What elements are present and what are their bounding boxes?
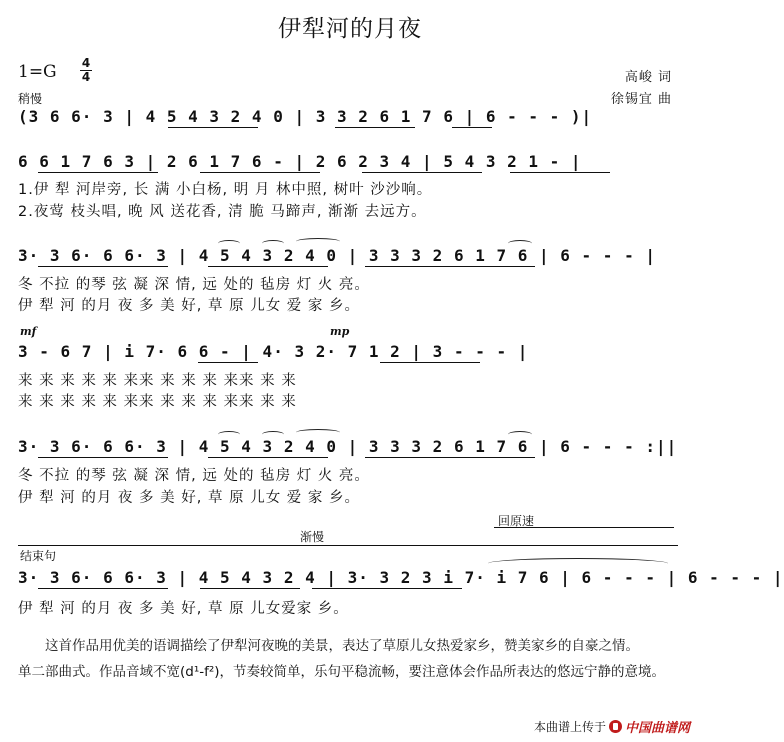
dynamic-mf: mf (20, 325, 37, 338)
site-name[interactable]: 中国曲谱网 (624, 721, 690, 736)
score-line-intro: (3 6 6· 3 | 4 5 4 3 2 4 0 | 3 3 2 6 1 7 6 | 6 - - - )| (18, 107, 593, 126)
lyric-ending: 伊 犁 河 的月 夜 多 美 好, 草 原 儿女爱家 乡。 (18, 601, 349, 617)
score-line-1: 6 6 1 7 6 3 | 2 6 1 7 6 - | 2 6 2 3 4 | 5 4 3 2 1 - | (18, 152, 582, 171)
lyric-verse-2: 2.夜莺 枝头唱, 晚 风 送花香, 清 脆 马蹄声, 渐渐 去远方。 (18, 204, 427, 220)
score-line-4: 3· 3 6· 6 6· 3 | 4 5 4 3 2 4 0 | 3 3 3 2 6 1 7 6 | 6 - - - :|| (18, 437, 678, 456)
a-tempo-marking: 回原速 (498, 514, 535, 528)
lyricist-credit: 高峻 词 (624, 70, 672, 85)
description-paragraph-1: 这首作品用优美的语调描绘了伊犁河夜晚的美景，表达了草原儿女热爱家乡，赞美家乡的自豪之情。 (45, 638, 639, 654)
lyric-line-3b: 来 来 来 来 来 来来 来 来 来 来来 来 来 (18, 394, 297, 410)
score-line-3: 3 - 6 7 | i 7· 6 6 - | 4· 3 2· 7 1 2 | 3 - - - | (18, 342, 529, 361)
dynamic-mp: mp (330, 325, 350, 338)
lyric-line-2b: 伊 犁 河 的月 夜 多 美 好, 草 原 儿女 爱 家 乡。 (18, 298, 361, 314)
song-title: 伊犁河的月夜 (278, 16, 422, 42)
ritardando-marking: 渐慢 (300, 530, 325, 544)
description-paragraph-2: 单二部曲式。作品音域不宽(d¹-f²)，节奏较简单，乐句平稳流畅，要注意体会作品所表达的悠远宁静的意境。 (18, 664, 666, 680)
lyric-line-2a: 冬 不拉 的琴 弦 凝 深 情, 远 处的 毡房 灯 火 亮。 (18, 277, 370, 293)
ending-phrase-label: 结束句 (20, 549, 57, 563)
time-signature-bottom: 4 (81, 70, 91, 84)
key-signature: 1=G (18, 62, 57, 82)
upload-text: 本曲谱上传于 (533, 720, 606, 734)
description-text (18, 633, 688, 685)
upload-footer (534, 717, 690, 736)
lyric-line-3a: 来 来 来 来 来 来来 来 来 来 来来 来 来 (18, 373, 297, 389)
composer-credit: 徐锡宜 曲 (610, 92, 672, 107)
site-logo-icon (609, 720, 622, 733)
time-signature (80, 58, 92, 83)
tempo-marking: 稍慢 (18, 92, 43, 106)
lyric-line-4b: 伊 犁 河 的月 夜 多 美 好, 草 原 儿女 爱 家 乡。 (18, 490, 361, 506)
score-line-ending: 3· 3 6· 6 6· 3 | 4 5 4 3 2 4 | 3· 3 2 3 i 7· i 7 6 | 6 - - - | 6 - - - | (18, 568, 784, 587)
time-signature-top: 4 (81, 56, 91, 70)
score-line-2: 3· 3 6· 6 6· 3 | 4 5 4 3 2 4 0 | 3 3 3 2 6 1 7 6 | 6 - - - | (18, 246, 656, 265)
lyric-line-4a: 冬 不拉 的琴 弦 凝 深 情, 远 处的 毡房 灯 火 亮。 (18, 468, 370, 484)
lyric-verse-1: 1.伊 犁 河岸旁, 长 满 小白杨, 明 月 林中照, 树叶 沙沙响。 (18, 182, 433, 198)
